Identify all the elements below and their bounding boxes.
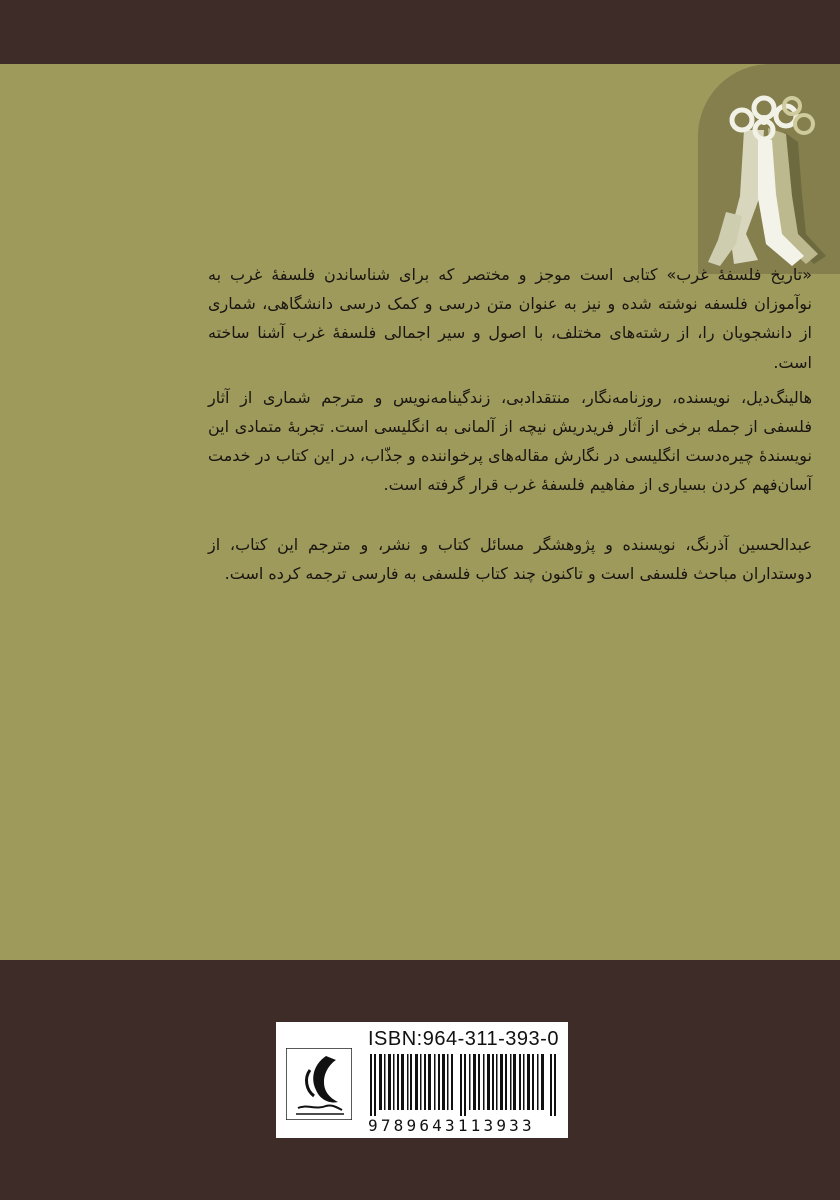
paragraph-translator-bio: عبدالحسین آذرنگ، نویسنده و پژوهشگر مسائل کتاب و نشر، و مترجم این کتاب، از دوستداران مباحث فلسفی است و تاکنون چند کتاب فلسفی به فارسی ترجمه کرده است.	[208, 534, 812, 583]
emblem-tab	[698, 64, 840, 274]
isbn-label: ISBN:964-311-393-0	[368, 1028, 559, 1050]
paragraph-book-summary: «تاریخ فلسفهٔ غرب» کتابی است موجز و مختصر که برای شناساندن فلسفهٔ غرب به نوآموزان فلسفه نوشته شده و نیز به عنوان متن درسی و کمک درسی دانشگاهی، شماری از دانشجویان را، از رشته‌های مختلف، با اصول و سیر اجمالی فلسفهٔ غرب آشنا ساخته است.	[208, 265, 812, 372]
barcode-digits: 9789643113933	[368, 1116, 535, 1135]
key-and-legs-emblem-icon	[706, 84, 832, 274]
top-border-band	[0, 0, 840, 64]
back-cover-panel	[0, 64, 840, 960]
barcode-box	[276, 1022, 568, 1138]
barcode-bars	[370, 1054, 560, 1116]
publisher-bird-logo-icon	[286, 1048, 352, 1120]
paragraph-author-bio: هالینگ‌دیل، نویسنده، روزنامه‌نگار، منتقدادبی، زندگینامه‌نویس و مترجم شماری از آثار فلسفی از جمله برخی از آثار فریدریش نیچه از آلمانی به انگلیسی است. تجربهٔ متمادی این نویسندهٔ چیره‌دست انگلیسی در نگارش مقاله‌های پرخواننده و جذّاب، در این کتاب در خدمت آسان‌فهم کردن بسیاری از مفاهیم فلسفهٔ غرب قرار گرفته است.	[208, 387, 812, 495]
description-text	[208, 260, 812, 588]
